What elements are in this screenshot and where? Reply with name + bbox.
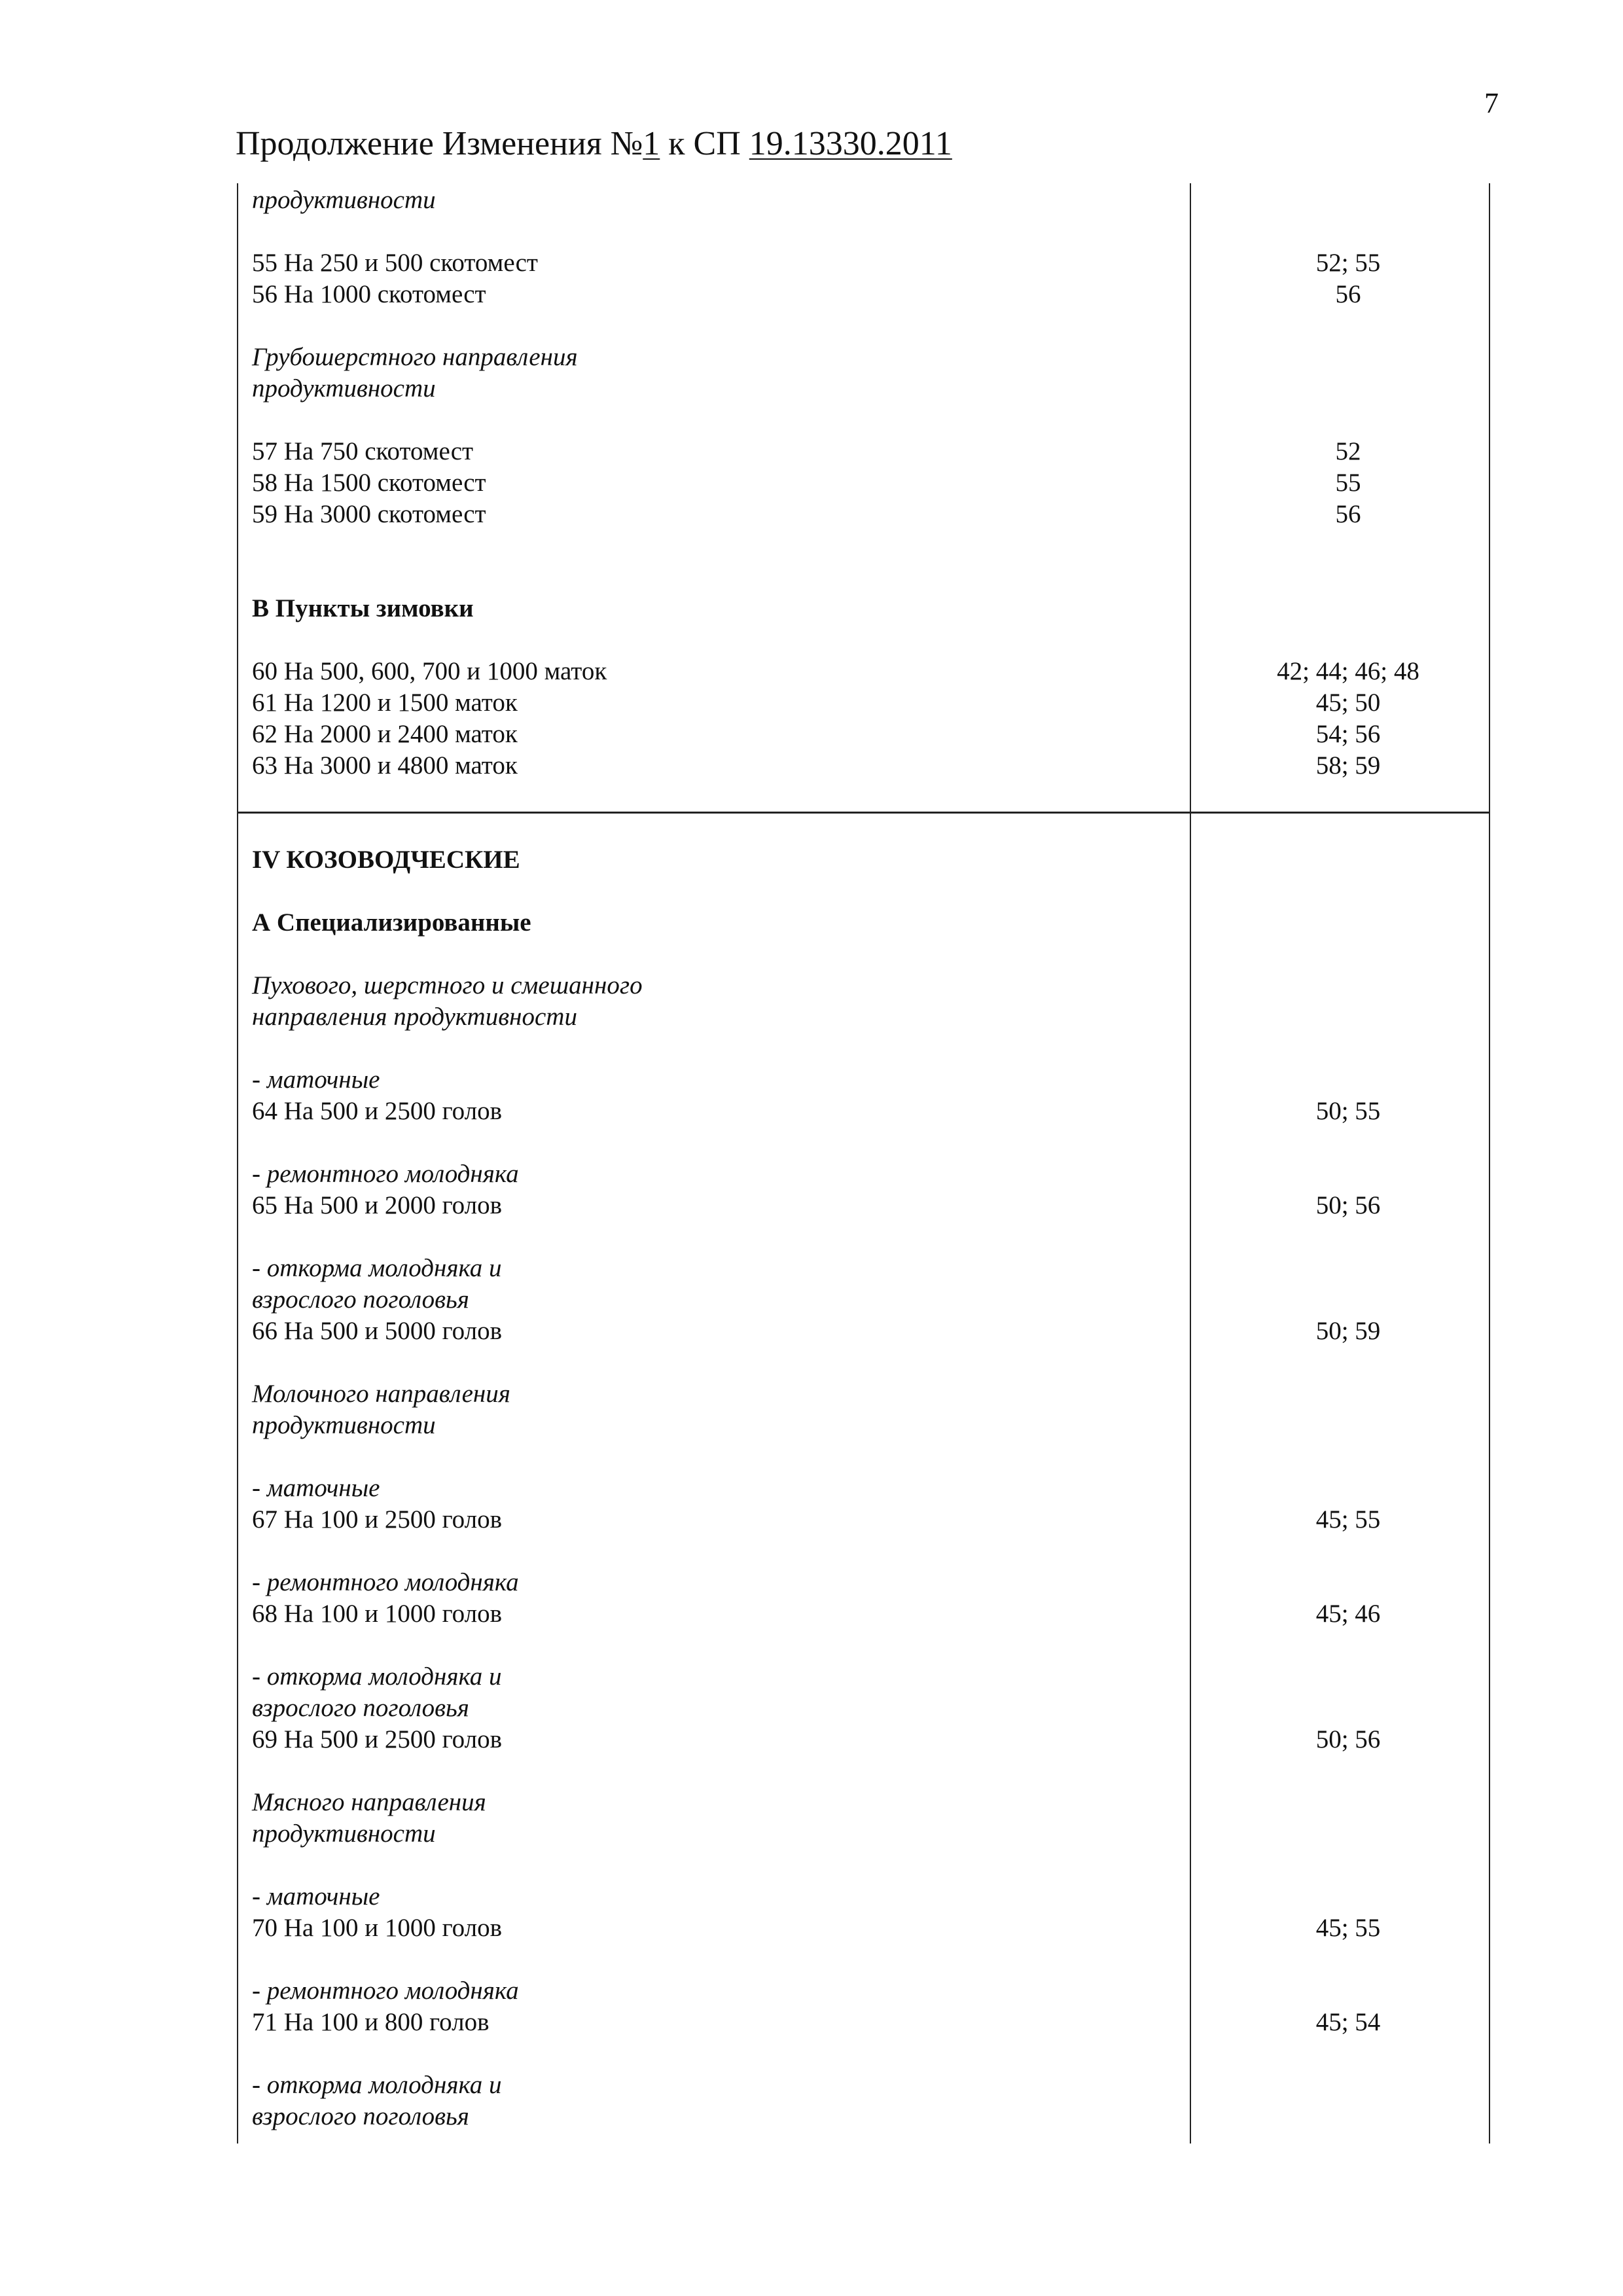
table-row-label: 69 На 500 и 2500 голов <box>252 1725 502 1753</box>
table-row-label: взрослого поголовья <box>252 1285 469 1314</box>
header-mid: к СП <box>660 125 749 162</box>
table-row-value: 52 <box>1335 437 1361 465</box>
table-row-value: 45; 54 <box>1315 2008 1381 2036</box>
table-row-label: 59 На 3000 скотомест <box>252 500 486 528</box>
table-row-label: 63 На 3000 и 4800 маток <box>252 751 518 780</box>
table-row-label: продуктивности <box>252 1411 436 1439</box>
table-row-value: 55 <box>1335 469 1361 497</box>
table-row-value: 58; 59 <box>1315 751 1381 780</box>
table-row-label: 56 На 1000 скотомест <box>252 280 486 308</box>
table-row-value: 56 <box>1335 280 1361 308</box>
header-doc-code: 19.13330.2011 <box>749 125 952 162</box>
table-row-label: 57 На 750 скотомест <box>252 437 474 465</box>
table-row-label: IV КОЗОВОДЧЕСКИЕ <box>252 846 520 874</box>
table-row-value: 45; 55 <box>1315 1505 1381 1534</box>
table-row-label: - маточные <box>252 1474 380 1502</box>
table-row-label: Пухового, шерстного и смешанного <box>252 971 643 999</box>
table-row-value: 42; 44; 46; 48 <box>1277 657 1419 685</box>
table-row-value: 50; 56 <box>1315 1191 1381 1219</box>
table-left-border <box>237 183 238 2144</box>
table-row-label: 60 На 500, 600, 700 и 1000 маток <box>252 657 607 685</box>
table-row-label: 62 На 2000 и 2400 маток <box>252 720 518 748</box>
table-row-label: - откорма молодняка и <box>252 1254 502 1282</box>
table-row-label: Мясного направления <box>252 1788 486 1816</box>
table-row-value: 45; 55 <box>1315 1914 1381 1942</box>
table-row-value: 56 <box>1335 500 1361 528</box>
table-row-label: продуктивности <box>252 1820 436 1848</box>
table-row-label: продуктивности <box>252 374 436 403</box>
table-row-label: взрослого поголовья <box>252 2102 469 2130</box>
table-row-label: - ремонтного молодняка <box>252 1568 519 1596</box>
table-row-value: 50; 59 <box>1315 1317 1381 1345</box>
page-header <box>236 124 952 163</box>
table-row-label: - ремонтного молодняка <box>252 1160 519 1188</box>
table-row-value: 52; 55 <box>1315 249 1381 277</box>
table-row-label: 67 На 100 и 2500 голов <box>252 1505 502 1534</box>
table-row-label: Молочного направления <box>252 1380 510 1408</box>
table-row-value: 50; 55 <box>1315 1097 1381 1125</box>
table-row-label: - откорма молодняка и <box>252 1662 502 1691</box>
table-row-label: 65 На 500 и 2000 голов <box>252 1191 502 1219</box>
table-row-label: - откорма молодняка и <box>252 2071 502 2099</box>
table-row-value: 54; 56 <box>1315 720 1381 748</box>
table-row-label: 61 На 1200 и 1500 маток <box>252 689 518 717</box>
page-number: 7 <box>1484 87 1499 119</box>
header-change-number: 1 <box>643 125 660 162</box>
table-row-value: 50; 56 <box>1315 1725 1381 1753</box>
table-row-label: 64 На 500 и 2500 голов <box>252 1097 502 1125</box>
table-row-label: - маточные <box>252 1066 380 1094</box>
table-row-label: 70 На 100 и 1000 голов <box>252 1914 502 1942</box>
header-prefix: Продолжение Изменения № <box>236 125 643 162</box>
table-row-label: - маточные <box>252 1882 380 1910</box>
table-row-value: 45; 46 <box>1315 1600 1381 1628</box>
table-row-value: 45; 50 <box>1315 689 1381 717</box>
table-row-label: 58 На 1500 скотомест <box>252 469 486 497</box>
table-column-divider <box>1190 183 1191 2144</box>
table-row-label: 66 На 500 и 5000 голов <box>252 1317 502 1345</box>
table-row-label: 71 На 100 и 800 голов <box>252 2008 490 2036</box>
table-row-label: продуктивности <box>252 186 436 214</box>
table-row-label: 55 На 250 и 500 скотомест <box>252 249 538 277</box>
table-row-divider <box>237 812 1490 814</box>
table-row-label: взрослого поголовья <box>252 1694 469 1722</box>
table-row-label: Грубошерстного направления <box>252 343 578 371</box>
table-row-label: - ремонтного молодняка <box>252 1977 519 2005</box>
table-row-label: В Пункты зимовки <box>252 594 474 622</box>
table-row-label: 68 На 100 и 1000 голов <box>252 1600 502 1628</box>
table-row-label: А Специализированные <box>252 908 531 937</box>
table-row-label: направления продуктивности <box>252 1003 577 1031</box>
